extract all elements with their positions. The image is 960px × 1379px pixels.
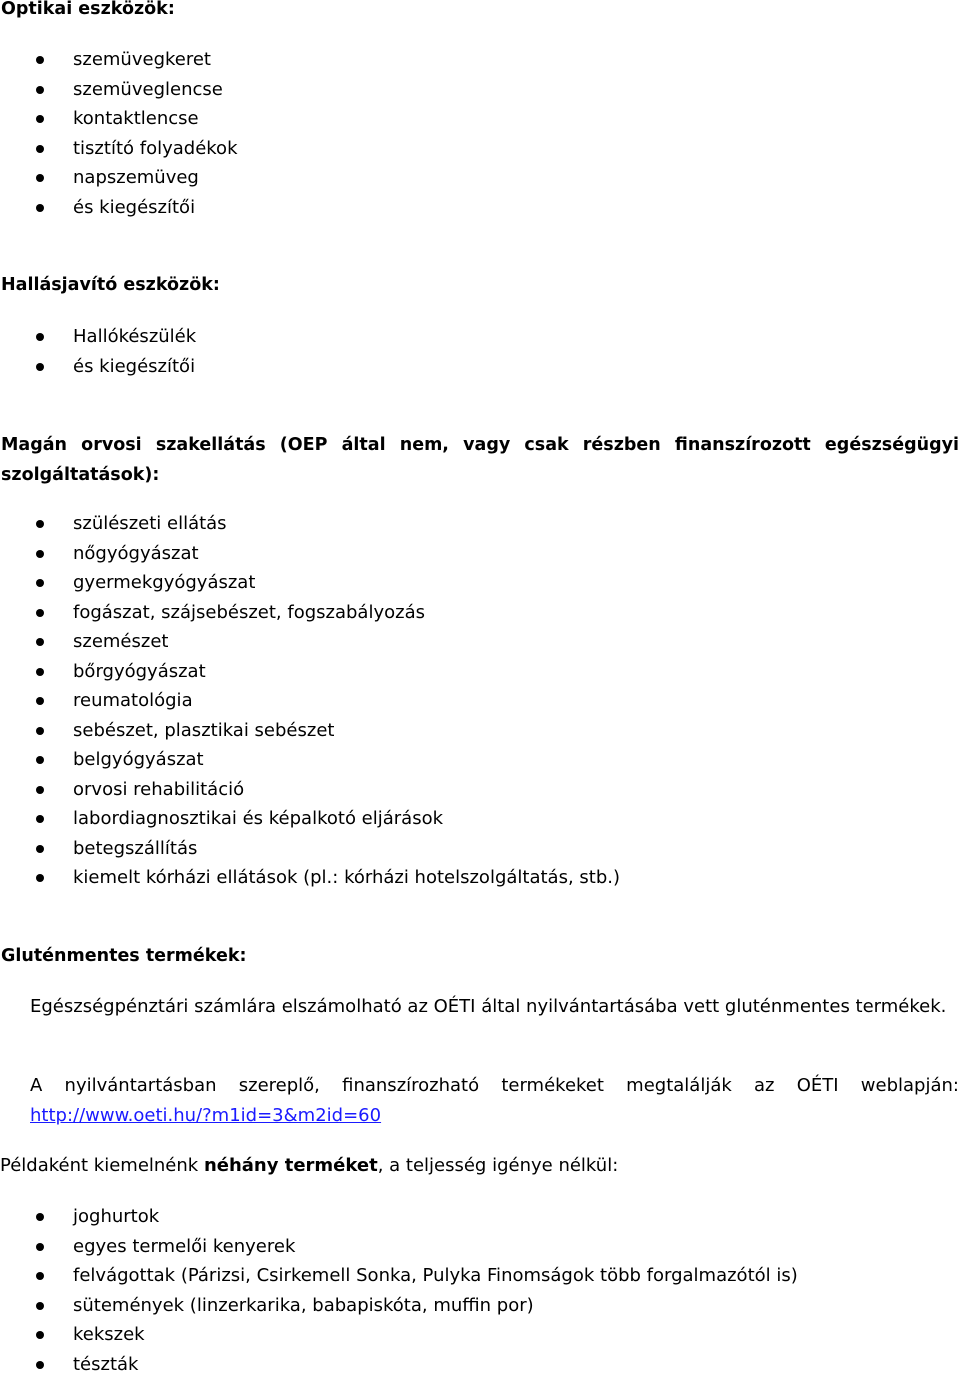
list-item-text: betegszállítás xyxy=(73,838,197,859)
list-item-text: reumatológia xyxy=(73,690,193,711)
bullet-icon xyxy=(36,1272,44,1280)
gluten-paragraph-2 xyxy=(30,1071,959,1131)
list-item-text: Hallókészülék xyxy=(73,326,196,347)
bullet-icon xyxy=(36,638,44,646)
example-intro-before: Példaként kiemelnénk xyxy=(0,1155,204,1176)
list-item xyxy=(0,657,940,687)
list-item xyxy=(0,1232,940,1262)
list-item-text: belgyógyászat xyxy=(73,749,204,770)
list-item xyxy=(0,627,940,657)
list-item-text: sütemények (linzerkarika, babapiskóta, muffin por) xyxy=(73,1295,534,1316)
list-item xyxy=(0,1202,940,1232)
list-item xyxy=(0,1291,940,1321)
list-item xyxy=(0,193,940,223)
bullet-icon xyxy=(36,874,44,882)
private-care-heading: Magán orvosi szakellátás (OEP által nem, vagy csak részben finanszírozott egészségügyi szolgáltatások): xyxy=(1,430,959,490)
list-item-text: fogászat, szájsebészet, fogszabályozás xyxy=(73,602,425,623)
hearing-list xyxy=(0,322,940,381)
list-item-text: szemüvegkeret xyxy=(73,49,211,70)
list-item xyxy=(0,686,940,716)
list-item-text: labordiagnosztikai és képalkotó eljárások xyxy=(73,808,443,829)
bullet-icon xyxy=(36,333,44,341)
list-item xyxy=(0,863,940,893)
example-intro xyxy=(0,1151,618,1181)
bullet-icon xyxy=(36,204,44,212)
list-item-text: kekszek xyxy=(73,1324,145,1345)
bullet-icon xyxy=(36,1331,44,1339)
list-item xyxy=(0,45,940,75)
hearing-heading: Hallásjavító eszközök: xyxy=(1,270,220,300)
example-intro-bold: néhány terméket xyxy=(204,1155,378,1176)
list-item xyxy=(0,1350,940,1379)
bullet-icon xyxy=(36,1243,44,1251)
list-item-text: joghurtok xyxy=(73,1206,159,1227)
bullet-icon xyxy=(36,145,44,153)
list-item xyxy=(0,775,940,805)
bullet-icon xyxy=(36,56,44,64)
oeti-link[interactable]: http://www.oeti.hu/?m1id=3&m2id=60 xyxy=(30,1105,381,1126)
bullet-icon xyxy=(36,845,44,853)
list-item-text: tészták xyxy=(73,1354,138,1375)
list-item-text: kiemelt kórházi ellátások (pl.: kórházi hotelszolgáltatás, stb.) xyxy=(73,867,620,888)
optical-heading: Optikai eszközök: xyxy=(1,0,175,24)
list-item-text: és kiegészítői xyxy=(73,197,195,218)
list-item xyxy=(0,804,940,834)
list-item-text: szemüveglencse xyxy=(73,79,223,100)
list-item xyxy=(0,352,940,382)
gluten-paragraph-2-text: A nyilvántartásban szereplő, finanszírozható termékeket megtalálják az OÉTI weblapján: xyxy=(30,1075,959,1096)
bullet-icon xyxy=(36,520,44,528)
bullet-icon xyxy=(36,756,44,764)
list-item xyxy=(0,598,940,628)
list-item-text: tisztító folyadékok xyxy=(73,138,238,159)
list-item xyxy=(0,745,940,775)
bullet-icon xyxy=(36,1302,44,1310)
list-item xyxy=(0,75,940,105)
list-item xyxy=(0,509,940,539)
list-item-text: egyes termelői kenyerek xyxy=(73,1236,295,1257)
list-item xyxy=(0,322,940,352)
list-item xyxy=(0,834,940,864)
bullet-icon xyxy=(36,815,44,823)
bullet-icon xyxy=(36,697,44,705)
list-item-text: szemészet xyxy=(73,631,168,652)
gluten-product-list xyxy=(0,1202,940,1379)
list-item xyxy=(0,134,940,164)
bullet-icon xyxy=(36,550,44,558)
gluten-paragraph-1: Egészségpénztári számlára elszámolható az OÉTI által nyilvántartásába vett gluténmentes termékek. xyxy=(30,992,959,1022)
list-item xyxy=(0,716,940,746)
list-item xyxy=(0,568,940,598)
list-item xyxy=(0,104,940,134)
bullet-icon xyxy=(36,786,44,794)
gluten-heading: Gluténmentes termékek: xyxy=(1,941,246,971)
bullet-icon xyxy=(36,86,44,94)
bullet-icon xyxy=(36,668,44,676)
list-item-text: szülészeti ellátás xyxy=(73,513,227,534)
example-intro-after: , a teljesség igénye nélkül: xyxy=(378,1155,619,1176)
private-care-list xyxy=(0,509,940,893)
list-item xyxy=(0,539,940,569)
bullet-icon xyxy=(36,1361,44,1369)
bullet-icon xyxy=(36,115,44,123)
list-item-text: sebészet, plasztikai sebészet xyxy=(73,720,334,741)
list-item-text: nőgyógyászat xyxy=(73,543,199,564)
list-item xyxy=(0,163,940,193)
bullet-icon xyxy=(36,727,44,735)
bullet-icon xyxy=(36,363,44,371)
list-item-text: bőrgyógyászat xyxy=(73,661,206,682)
list-item xyxy=(0,1320,940,1350)
list-item-text: és kiegészítői xyxy=(73,356,195,377)
bullet-icon xyxy=(36,1213,44,1221)
optical-list xyxy=(0,45,940,222)
list-item-text: felvágottak (Párizsi, Csirkemell Sonka, Pulyka Finomságok több forgalmazótól is) xyxy=(73,1265,798,1286)
list-item-text: napszemüveg xyxy=(73,167,199,188)
bullet-icon xyxy=(36,174,44,182)
bullet-icon xyxy=(36,579,44,587)
list-item-text: orvosi rehabilitáció xyxy=(73,779,244,800)
list-item xyxy=(0,1261,940,1291)
list-item-text: gyermekgyógyászat xyxy=(73,572,255,593)
list-item-text: kontaktlencse xyxy=(73,108,199,129)
bullet-icon xyxy=(36,609,44,617)
